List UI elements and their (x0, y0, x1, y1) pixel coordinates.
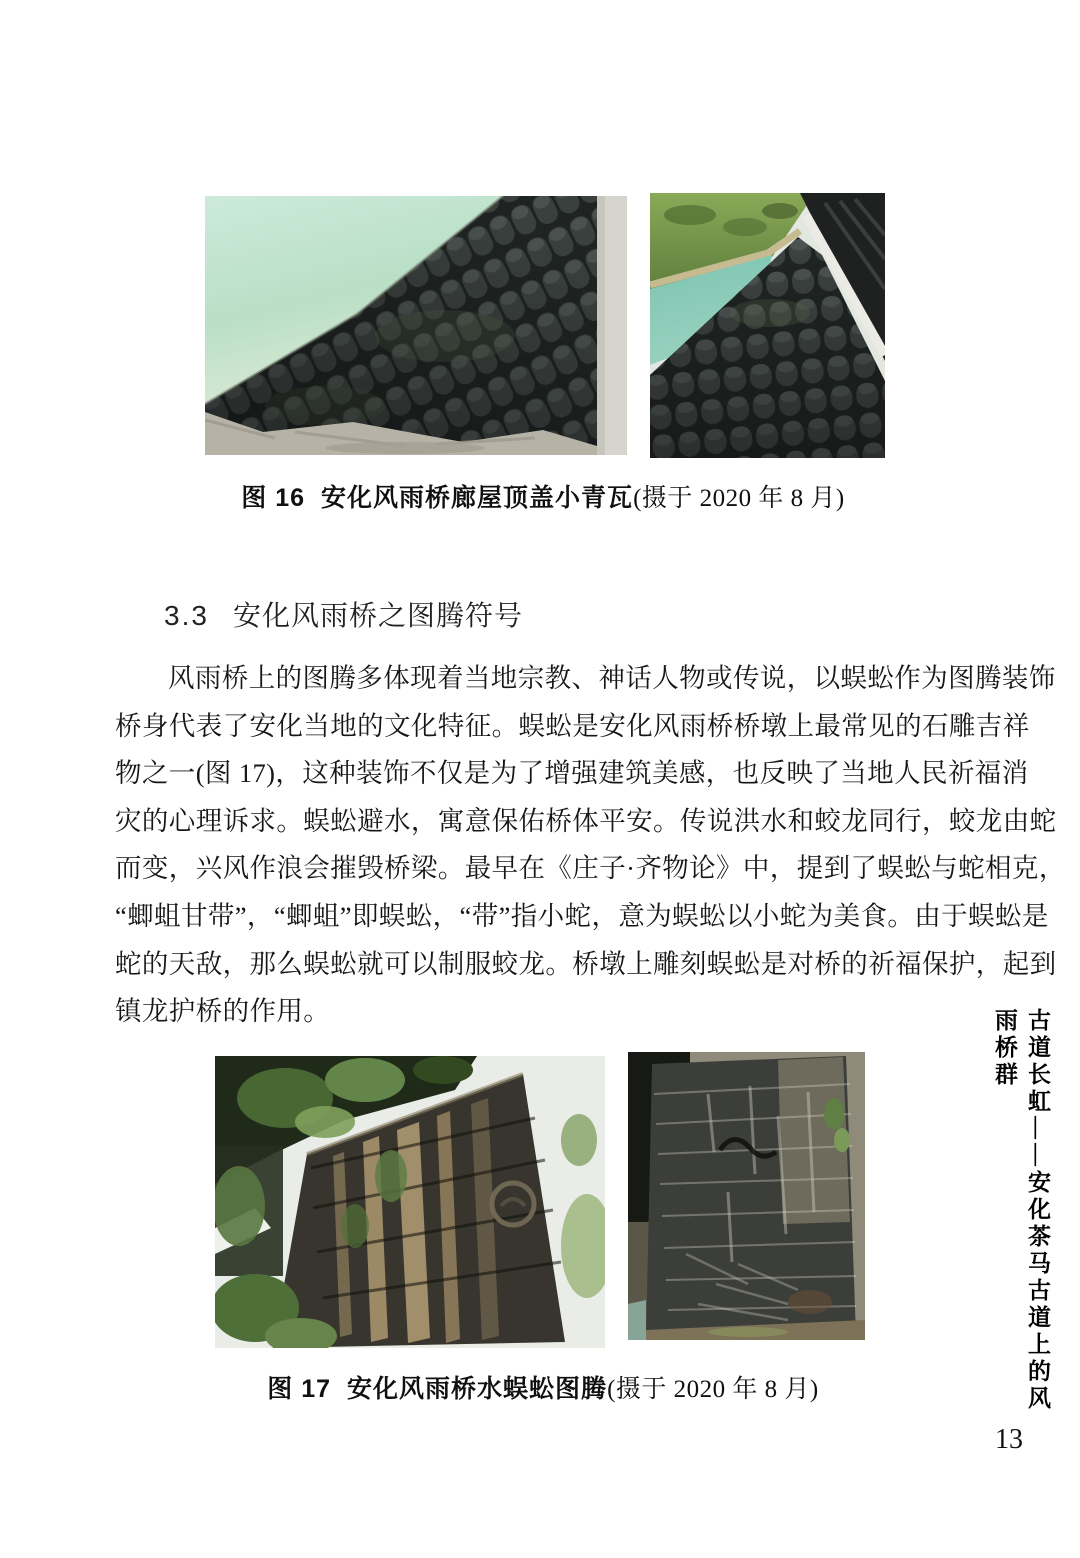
figure16-caption-label: 图 16 (241, 484, 306, 512)
stone-pier-carving-photo (628, 1052, 865, 1340)
paragraph-line: 镇龙护桥的作用。 (115, 996, 331, 1027)
figure16-photo-right (650, 193, 885, 458)
paragraph-line: 桥身代表了安化当地的文化特征。蜈蚣是安化风雨桥桥墩上最常见的石雕吉祥 (115, 710, 1030, 741)
figure17-caption-note: (摄于 2020 年 8 月) (607, 1376, 819, 1403)
figure17-photo-left (215, 1056, 605, 1348)
paragraph-line: 而变，兴风作浪会摧毁桥梁。最早在《庄子·齐物论》中，提到了蜈蚣与蛇相克， (115, 853, 1066, 884)
figure16-photo-left (205, 196, 627, 455)
stone-pier-foliage-photo (215, 1056, 605, 1348)
section-heading (164, 594, 523, 634)
figure17-caption-label: 图 17 (267, 1375, 332, 1403)
page-number: 13 (995, 1424, 1023, 1455)
roof-ridge-river-photo (650, 193, 885, 458)
figure16-caption-title: 安化风雨桥廊屋顶盖小青瓦 (321, 484, 634, 512)
paragraph-line: 蛇的天敌，那么蜈蚣就可以制服蛟龙。桥墩上雕刻蜈蚣是对桥的祈福保护，起到 (115, 948, 1057, 979)
paragraph-line: 风雨桥上的图腾多体现着当地宗教、神话人物或传说，以蜈蚣作为图腾装饰 (168, 663, 1056, 693)
running-title-vertical: 古道长虹——安化茶马古道上的风雨桥群 (992, 1008, 1050, 1413)
body-paragraph (115, 655, 1066, 1036)
paragraph-line: 灾的心理诉求。蜈蚣避水，寓意保佑桥体平安。传说洪水和蛟龙同行，蛟龙由蛇 (115, 805, 1057, 836)
figure17-photo-right (628, 1052, 865, 1340)
section-number: 3.3 (164, 600, 209, 631)
roof-tiles-aerial-photo (205, 196, 627, 455)
figure17-caption-title: 安化风雨桥水蜈蚣图腾 (347, 1375, 608, 1403)
figure16-caption (115, 478, 971, 514)
figure16-caption-note: (摄于 2020 年 8 月) (633, 485, 845, 512)
section-title: 安化风雨桥之图腾符号 (232, 600, 523, 631)
paragraph-line: “蝍蛆甘带”，“蝍蛆”即蜈蚣，“带”指小蛇，意为蜈蚣以小蛇为美食。由于蜈蚣是 (115, 900, 1049, 931)
figure17-caption (115, 1369, 971, 1405)
paragraph-line: 物之一(图 17)，这种装饰不仅是为了增强建筑美感，也反映了当地人民祈福消 (115, 758, 1029, 789)
